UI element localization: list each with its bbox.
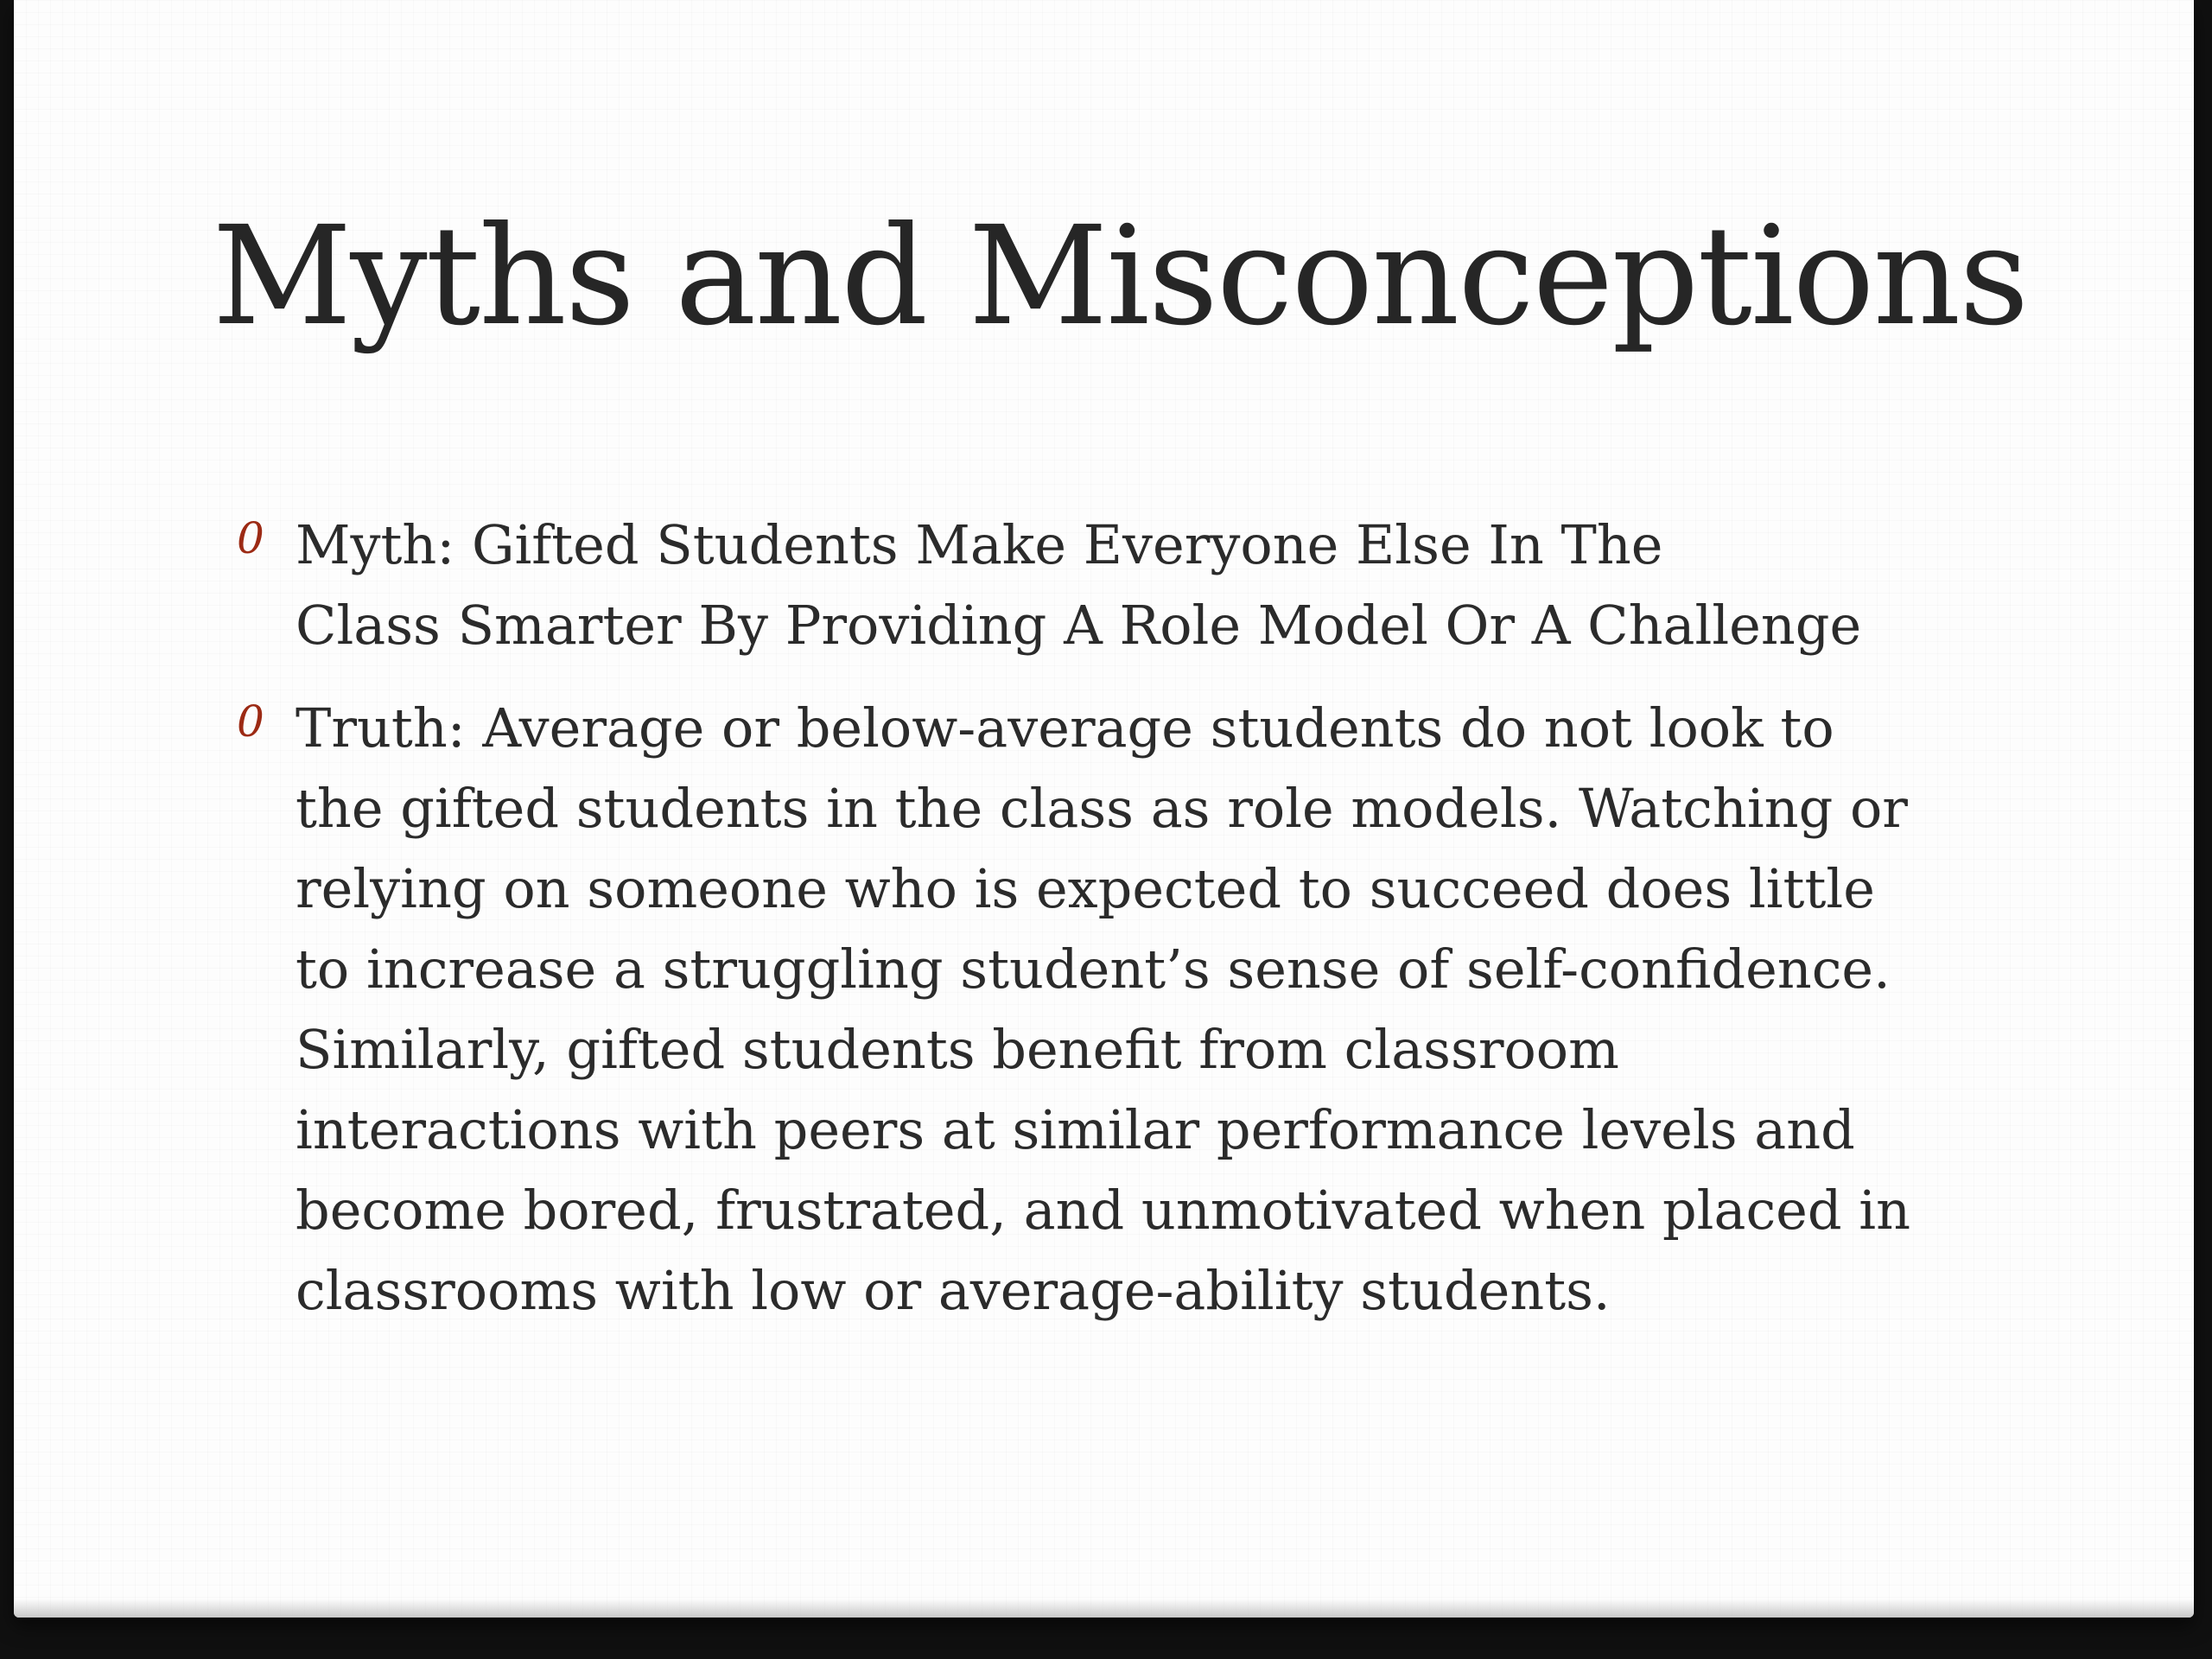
slide xyxy=(14,0,2194,1618)
slide-title: Myths and Misconceptions xyxy=(212,197,2028,356)
bullet-item-truth xyxy=(237,688,2043,1331)
bullet-text-truth: Truth: Average or below-average students do not look to the gifted students in the class as role models. Watching or relying on someone who is expected to succeed does little to increase a struggling student’s sense of self-confidence. Similarly, gifted students benefit from classroom interactions with peers at similar performance levels and become bored, frustrated, and unmotivated when placed in classrooms with low or average-ability students. xyxy=(296,696,1911,1322)
bullet-list xyxy=(237,505,2043,1353)
bullet-marker-icon: 0 xyxy=(237,513,264,563)
bullet-item-myth xyxy=(237,505,2043,665)
bullet-text-myth: Myth: Gifted Students Make Everyone Else In The Class Smarter By Providing A Role Model Or A Challenge xyxy=(296,513,1862,657)
bullet-marker-icon: 0 xyxy=(237,696,264,747)
